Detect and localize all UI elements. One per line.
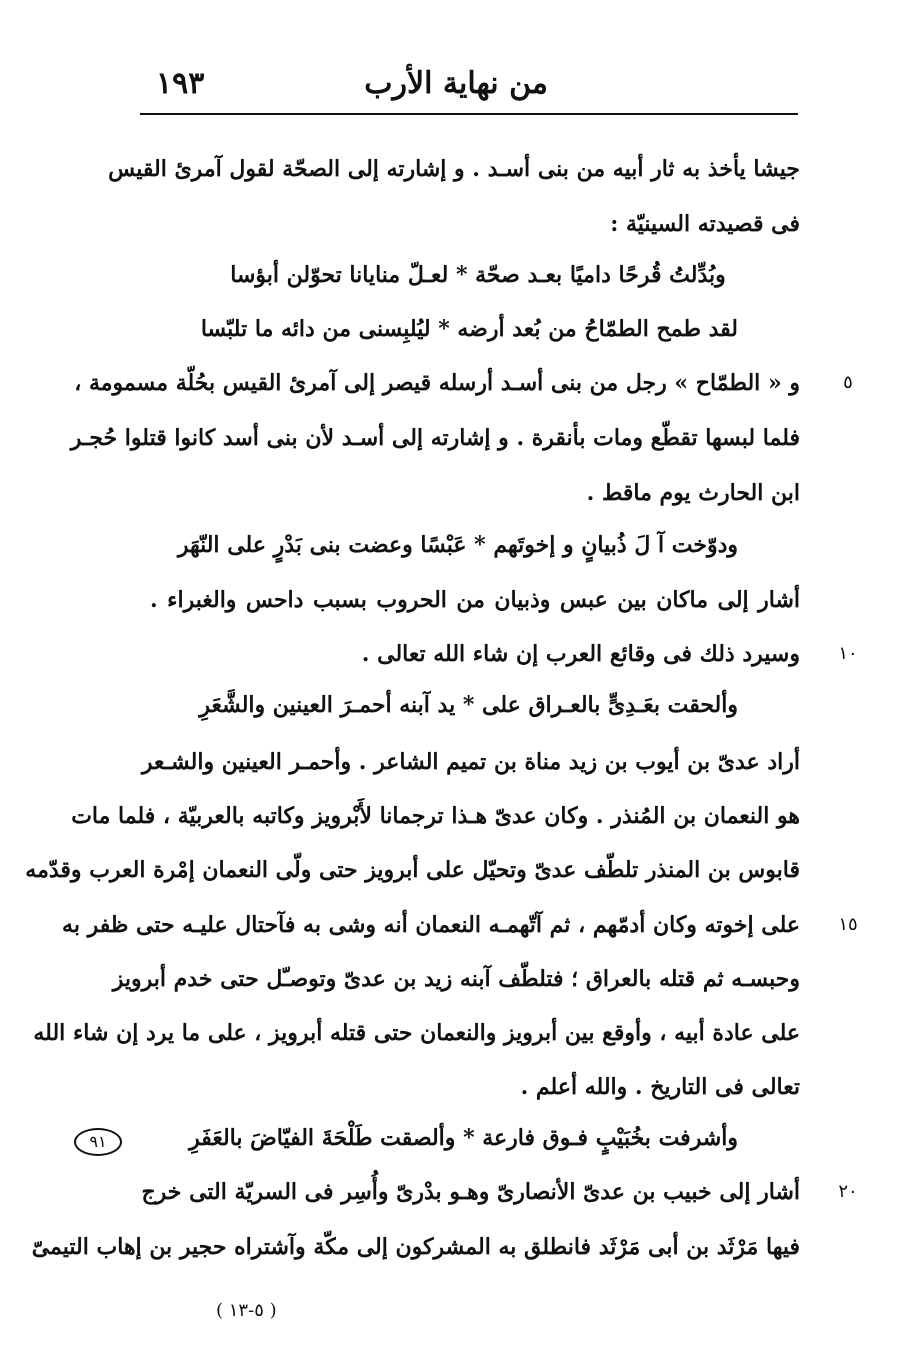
text-line: فلما لبسها تقطّع ومات بأنقرة . و إشارته إلى أسـد لأن بنى أسد كانوا قتلوا حُجـر: [70, 425, 800, 451]
text-line: على عادة أبيه ، وأوقع بين أبرويز والنعمان حتى قتله أبرويز ، على ما يرد إن شاء الله: [33, 1020, 800, 1046]
text-line: و « الطمّاح » رجل من بنى أسـد أرسله قيصر إلى آمرئ القيس بحُلّة مسمومة ،: [74, 370, 800, 396]
text-line: فيها مَرْثَد بن أبى مَرْثَد فانطلق به المشركون إلى مكّة وآشتراه حجير بن إهاب التيمىّ: [31, 1234, 800, 1260]
header-rule: [140, 113, 798, 115]
text-line: هو النعمان بن المُنذر . وكان عدىّ هـذا ترجمانا لأَبْرويز وكاتبه بالعربيّة ، فلما مات: [71, 803, 800, 829]
margin-folio-mark: ٩١: [74, 1128, 122, 1156]
verse-line: وأشرفت بخُبَيْبٍ فـوق فارعة * وألصقت طَلْحَةَ الفيّاضَ بالعَفَرِ: [189, 1125, 738, 1151]
page-number: ١٩٣: [156, 66, 205, 101]
text-line: جيشا يأخذ به ثار أبيه من بنى أسـد . و إشارته إلى الصحّة لقول آمرئ القيس: [108, 156, 800, 182]
text-line: أشار إلى خبيب بن عدىّ الأنصارىّ وهـو بدْرىّ وأُسِر فى السريّة التى خرج: [141, 1179, 800, 1205]
line-number: ١٠: [838, 643, 858, 664]
running-title: من نهاية الأرب: [364, 66, 548, 101]
line-number: ٢٠: [838, 1181, 858, 1202]
text-line: ابن الحارث يوم ماقط .: [586, 480, 800, 506]
verse-line: لقد طمح الطمّاحُ من بُعد أرضه * ليُلبِسنى من دائه ما تلبّسا: [200, 316, 738, 342]
text-line: على إخوته وكان أدمّهم ، ثم آتّهمـه النعمان أنه وشى به فآحتال عليـه حتى ظفر به: [62, 912, 800, 938]
signature-mark: ( ٥-١٣ ): [216, 1300, 277, 1321]
verse-line: وبُدِّلتُ قُرحًا داميًا بعـد صحّة * لعـلّ منايانا تحوّلن أبؤسا: [230, 262, 726, 288]
text-line: فى قصيدته السينيّة :: [610, 211, 800, 237]
line-number: ٥: [843, 372, 853, 393]
page-header: [148, 62, 798, 112]
line-number: ١٥: [838, 914, 858, 935]
text-line: أشار إلى ماكان بين عبس وذبيان من الحروب بسبب داحس والغبراء .: [150, 587, 800, 613]
text-line: تعالى فى التاريخ . والله أعلم .: [520, 1074, 800, 1100]
text-line: وسيرد ذلك فى وقائع العرب إن شاء الله تعالى .: [361, 641, 800, 667]
text-line: أراد عدىّ بن أيوب بن زيد مناة بن تميم الشاعر . وأحمـر العينين والشـعر: [141, 749, 800, 775]
text-line: قابوس بن المنذر تلطّف عدىّ وتحيّل على أبرويز حتى ولّى النعمان إمْرة العرب وقدّمه: [25, 857, 800, 883]
verse-line: ودوّخت آ لَ ذُبيانٍ و إخوتَهم * عَبْسًا وعضت بنى بَدْرٍ على النّهَر: [177, 532, 738, 558]
verse-line: وألحقت بعَـدِىٍّ بالعـراق على * يد آبنه أحمـرَ العينين والشَّعَرِ: [199, 692, 738, 718]
text-line: وحبسـه ثم قتله بالعراق ؛ فتلطّف آبنه زيد بن عدىّ وتوصـّل حتى خدم أبرويز: [112, 966, 800, 992]
